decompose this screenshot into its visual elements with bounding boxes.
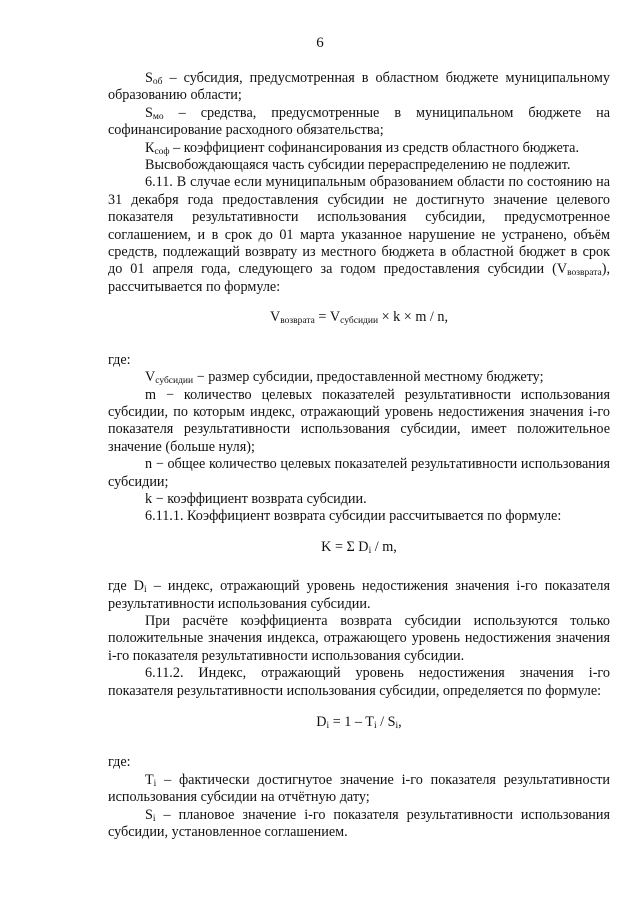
formula-subscript: возврата <box>280 316 315 327</box>
formula-part: / S <box>376 714 396 730</box>
definition-k-sof <box>108 140 610 157</box>
formula-subscript: субсидии <box>340 316 379 327</box>
formula-subscript: i <box>395 721 399 731</box>
formula-part: = V <box>314 309 341 326</box>
paragraph-text: ), рассчитывается по формуле: <box>108 261 610 295</box>
definition-text: – средства, предусмотренные в муниципальном бюджете на софинансирование расходного обязательства; <box>108 104 610 139</box>
formula-part: V <box>269 309 281 326</box>
formula-di <box>108 700 610 754</box>
subscript-vozvrata: возврата <box>567 268 602 279</box>
definition-text: – индекс, отражающий уровень недостижения значения i-го показателя результативности использования субсидии. <box>108 578 611 612</box>
definition-si <box>108 807 610 842</box>
formula-part: , <box>398 714 402 730</box>
formula-subscript: i <box>368 545 372 556</box>
symbol-s: S <box>145 104 153 121</box>
released-paragraph: Высвобождающаяся часть субсидии перераспределению не подлежит. <box>145 157 571 174</box>
formula-subscript: i <box>143 585 147 596</box>
subscript-mo: мо <box>152 111 164 122</box>
definition-text: где D <box>108 578 144 595</box>
definition-m: m − количество целевых показателей результативности использования субсидии, по которым индекс, отражающий уровень недостижения значения i-го показателя результативности использования субсидии, имеет положительное значение (больше нуля); <box>108 386 610 455</box>
definition-text: – коэффициент софинансирования из средств областного бюджета. <box>169 139 580 156</box>
subscript-subsidii: субсидии <box>155 376 194 387</box>
definition-di <box>108 578 610 613</box>
where-label: где: <box>108 754 131 771</box>
subscript-i: i <box>152 813 156 824</box>
formula-part: / m, <box>371 538 397 555</box>
page-number: 6 <box>316 35 324 51</box>
formula-subscript: i <box>373 721 377 731</box>
paragraph-6-11-1: 6.11.1. Коэффициент возврата субсидии рассчитывается по формуле: <box>145 508 562 525</box>
formula-subscript: i <box>326 721 330 731</box>
paragraph-6-11 <box>108 174 610 296</box>
symbol-t: T <box>145 771 154 788</box>
definition-text: – плановое значение i-го показателя результативности использования субсидии, установленное соглашением. <box>108 806 610 841</box>
definition-n: n − общее количество целевых показателей результативности использования субсидии; <box>108 456 610 490</box>
definition-text: – субсидия, предусмотренная в областном бюджете муниципальному образованию области; <box>108 70 610 104</box>
formula-part: K = Σ D <box>321 538 369 555</box>
subscript-ob: об <box>152 77 163 87</box>
positive-values-paragraph: При расчёте коэффициента возврата субсидии используются только положительные значения индекса, отражающего уровень недостижения значения i-го показателя результативности использования субсидии. <box>108 612 610 664</box>
paragraph-6-11-2: 6.11.2. Индекс, отражающий уровень недостижения значения i-го показателя результативности использования субсидии, определяется по формуле: <box>108 665 610 699</box>
definition-text: − размер субсидии, предоставленной местному бюджету; <box>193 369 544 386</box>
document-body <box>108 70 610 841</box>
formula-k <box>108 526 610 578</box>
paragraph-text: 6.11. В случае если муниципальным образованием области по состоянию на 31 декабря года предоставления субсидии не достигнуто значение целевого показателя результативности использования субсидии, предусмотренное соглашением, и в срок до 01 марта указанное нарушение не устранено, объём средств, подлежащий возврату из местного бюджета в областной бюджет в срок до 01 апреля года, следующего за годом предоставления субсидии (V <box>108 174 610 278</box>
definition-text: – фактически достигнутое значение i-го показателя результативности использования субсидии на отчётную дату; <box>108 771 610 806</box>
definition-ti <box>108 772 610 807</box>
formula-v-vozvrata <box>108 296 610 351</box>
where-label: где: <box>108 351 131 368</box>
symbol-s: S <box>145 806 153 823</box>
symbol-k: К <box>145 139 155 156</box>
formula-part: × k × m / n, <box>378 309 449 326</box>
subscript-sof: соф <box>154 146 170 157</box>
definition-s-ob <box>108 70 610 105</box>
symbol-s: S <box>145 70 153 86</box>
formula-part: = 1 – T <box>329 714 374 730</box>
definition-s-mo <box>108 105 610 140</box>
formula-part: D <box>316 714 327 730</box>
definition-v-subsidii <box>108 369 610 386</box>
definition-k: k − коэффициент возврата субсидии. <box>145 490 367 507</box>
subscript-i: i <box>153 778 157 789</box>
symbol-v: V <box>145 369 156 386</box>
